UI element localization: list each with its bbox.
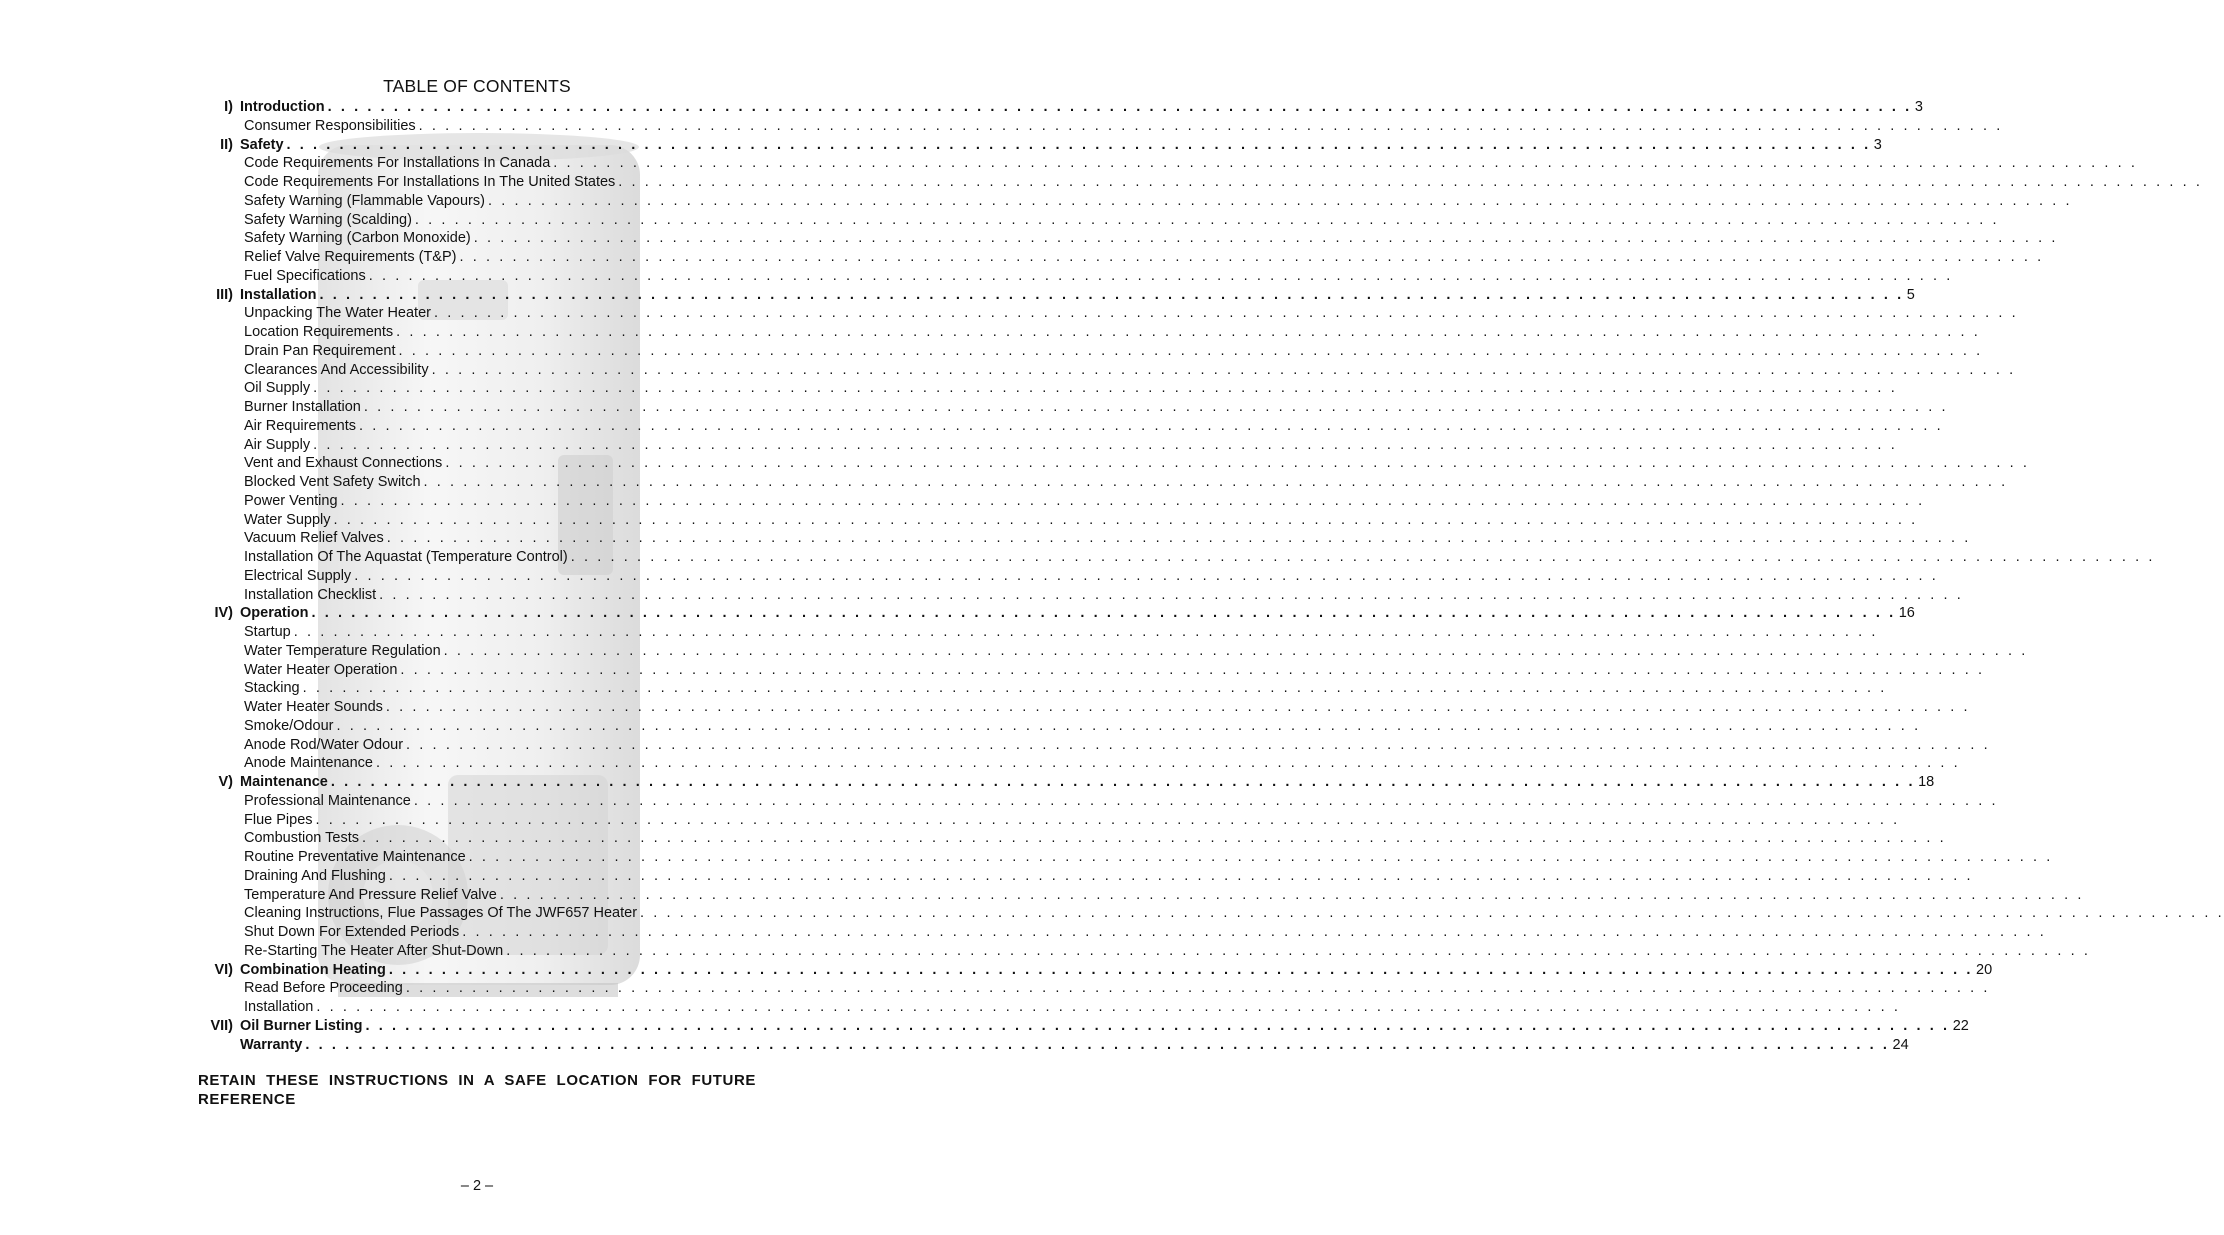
- toc-section-row: [0, 773, 1935, 792]
- toc-leader-line: [244, 154, 2138, 173]
- toc-item-row: [0, 154, 2138, 173]
- dot-leader: . . . . . . . . . . . . . . . . . . . . . . . . . . . . . . . . . . . . . . . . . . . . . . . . . . . . . . . . . . . . . . . . . . . . . . . . . . . . . . . . . . . . . . . . . . . . . . . . . . . . . . . . . . . . . . . . . . . . . . . .: [319, 286, 1904, 303]
- toc-leader-line: [240, 773, 1935, 792]
- toc-leader-line: [244, 379, 1898, 398]
- page-reference: 16: [1898, 605, 1915, 622]
- dot-leader: . . . . . . . . . . . . . . . . . . . . . . . . . . . . . . . . . . . . . . . . . . . . . . . . . . . . . . . . . . . . . . . . . . . . . . . . . . . . . . . . . . . . . . . . . . . . . . . . . . . . . . . . . . . . . . . . . . . . . . . .: [462, 924, 2047, 940]
- toc-leader-line: [244, 886, 2085, 905]
- page-title: TABLE OF CONTENTS: [383, 76, 571, 96]
- item-title: Safety Warning (Carbon Monoxide): [244, 230, 471, 247]
- toc-leader-line: [244, 979, 1991, 998]
- dot-leader: . . . . . . . . . . . . . . . . . . . . . . . . . . . . . . . . . . . . . . . . . . . . . . . . . . . . . . . . . . . . . . . . . . . . . . . . . . . . . . . . . . . . . . . . . . . . . . . . . . . . . . . . . . . . . . . . . . . . . . . .: [368, 267, 1953, 284]
- section-title: Warranty: [240, 1036, 303, 1053]
- toc-item-row: [0, 829, 1947, 848]
- toc-leader-line: [240, 961, 1993, 980]
- section-title: Installation: [240, 286, 317, 303]
- item-title: Code Requirements For Installations In The United States: [244, 174, 616, 190]
- dot-leader: . . . . . . . . . . . . . . . . . . . . . . . . . . . . . . . . . . . . . . . . . . . . . . . . . . . . . . . . . . . . . . . . . . . . . . . . . . . . . . . . . . . . . . . . . . . . . . . . . . . . . . . . . . . . . . . . . . . . . . . .: [431, 361, 2016, 378]
- item-title: Unpacking The Water Heater: [244, 305, 431, 322]
- toc-leader-line: [244, 211, 2000, 230]
- item-title: Relief Valve Requirements (T&P): [244, 249, 457, 265]
- item-title: Clearances And Accessibility: [244, 361, 429, 378]
- toc-leader-line: [244, 679, 1887, 698]
- toc-item-row: [0, 379, 1898, 398]
- page-reference: 22: [1952, 1017, 1969, 1034]
- item-title: Safety Warning (Scalding): [244, 211, 412, 228]
- dot-leader: . . . . . . . . . . . . . . . . . . . . . . . . . . . . . . . . . . . . . . . . . . . . . . . . . . . . . . . . . . . . . . . . . . . . . . . . . . . . . . . . . . . . . . . . . . . . . . . . . . . . . . . . . . . . . . . . . . . . . . . .: [400, 661, 1985, 678]
- dot-leader: . . . . . . . . . . . . . . . . . . . . . . . . . . . . . . . . . . . . . . . . . . . . . . . . . . . . . . . . . . . . . . . . . . . . . . . . . . . . . . . . . . . . . . . . . . . . . . . . . . . . . . . . . . . . . . . . . . . . . . . .: [405, 980, 1991, 997]
- dot-leader: . . . . . . . . . . . . . . . . . . . . . . . . . . . . . . . . . . . . . . . . . . . . . . . . . . . . . . . . . . . . . . . . . . . . . . . . . . . . . . . . . . . . . . . . . . . . . . . . . . . . . . . . . . . . . . . . . . . . . . . .: [433, 305, 2019, 322]
- toc-item-row: [0, 304, 2019, 323]
- toc-leader-line: [240, 604, 1915, 623]
- page-reference: 3: [1873, 136, 1882, 153]
- section-title: Combination Heating: [240, 961, 386, 978]
- toc-leader-line: [244, 323, 1981, 342]
- section-numeral: I): [224, 99, 233, 115]
- page-reference: 24: [1892, 1036, 1909, 1053]
- item-title: Blocked Vent Safety Switch: [244, 474, 421, 490]
- toc-leader-line: [240, 1017, 1969, 1036]
- toc-item-row: [0, 229, 2058, 248]
- dot-leader: . . . . . . . . . . . . . . . . . . . . . . . . . . . . . . . . . . . . . . . . . . . . . . . . . . . . . . . . . . . . . . . . . . . . . . . . . . . . . . . . . . . . . . . . . . . . . . . . . . . . . . . . . . . . . . . . . . . . . . . .: [459, 249, 2044, 265]
- toc-leader-line: [244, 867, 1974, 886]
- item-title: Installation Of The Aquastat (Temperature Control): [244, 549, 568, 565]
- toc-item-row: [0, 248, 2044, 267]
- dot-leader: . . . . . . . . . . . . . . . . . . . . . . . . . . . . . . . . . . . . . . . . . . . . . . . . . . . . . . . . . . . . . . . . . . . . . . . . . . . . . . . . . . . . . . . . . . . . . . . . . . . . . . . . . . . . . . . . . . . . . . . .: [414, 211, 2000, 228]
- toc-item-row: [0, 792, 1999, 811]
- dot-leader: . . . . . . . . . . . . . . . . . . . . . . . . . . . . . . . . . . . . . . . . . . . . . . . . . . . . . . . . . . . . . . . . . . . . . . . . . . . . . . . . . . . . . . . . . . . . . . . . . . . . . . . . . . . . . . . . . . . . . . . .: [413, 792, 1999, 809]
- item-title: Fuel Specifications: [244, 267, 366, 284]
- section-numeral: III): [216, 286, 233, 303]
- toc-item-row: [0, 679, 1887, 698]
- toc-item-row: [0, 942, 2091, 961]
- toc-item-row: [0, 473, 2008, 492]
- item-title: Smoke/Odour: [244, 717, 334, 734]
- dot-leader: . . . . . . . . . . . . . . . . . . . . . . . . . . . . . . . . . . . . . . . . . . . . . . . . . . . . . . . . . . . . . . . . . . . . . . . . . . . . . . . . . . . . . . . . . . . . . . . . . . . . . . . . . . . . . . . . . . . . . . . .: [406, 736, 1991, 753]
- dot-leader: . . . . . . . . . . . . . . . . . . . . . . . . . . . . . . . . . . . . . . . . . . . . . . . . . . . . . . . . . . . . . . . . . . . . . . . . . . . . . . . . . . . . . . . . . . . . . . . . . . . . . . . . . . . . . . . . . . . . . . . .: [443, 642, 2028, 659]
- dot-leader: . . . . . . . . . . . . . . . . . . . . . . . . . . . . . . . . . . . . . . . . . . . . . . . . . . . . . . . . . . . . . . . . . . . . . . . . . . . . . . . . . . . . . . . . . . . . . . . . . . . . . . . . . . . . . . . . . . . . . . . .: [361, 830, 1947, 847]
- page-reference: 20: [1976, 961, 1993, 978]
- dot-leader: . . . . . . . . . . . . . . . . . . . . . . . . . . . . . . . . . . . . . . . . . . . . . . . . . . . . . . . . . . . . . . . . . . . . . . . . . . . . . . . . . . . . . . . . . . . . . . . . . . . . . . . . . . . . . . . . . . . . . . . .: [286, 136, 1871, 153]
- toc-leader-line: [244, 229, 2058, 248]
- toc-leader-line: [244, 417, 1944, 436]
- toc-section-row: [0, 1017, 1969, 1036]
- item-title: Consumer Responsibilities: [244, 117, 416, 134]
- toc-item-row: [0, 398, 1949, 417]
- dot-leader: . . . . . . . . . . . . . . . . . . . . . . . . . . . . . . . . . . . . . . . . . . . . . . . . . . . . . . . . . . . . . . . . . . . . . . . . . . . . . . . . . . . . . . . . . . . . . . . . . . . . . . . . . . . . . . . . . . . . . . . .: [313, 380, 1898, 397]
- dot-leader: . . . . . . . . . . . . . . . . . . . . . . . . . . . . . . . . . . . . . . . . . . . . . . . . . . . . . . . . . . . . . . . . . . . . . . . . . . . . . . . . . . . . . . . . . . . . . . . . . . . . . . . . . . . . . . . . . . . . . . . .: [302, 680, 1887, 697]
- toc-item-row: [0, 642, 2028, 661]
- dot-leader: . . . . . . . . . . . . . . . . . . . . . . . . . . . . . . . . . . . . . . . . . . . . . . . . . . . . . . . . . . . . . . . . . . . . . . . . . . . . . . . . . . . . . . . . . . . . . . . . . . . . . . . . . . . . . . . . . . . . . . . .: [305, 1036, 1890, 1053]
- dot-leader: . . . . . . . . . . . . . . . . . . . . . . . . . . . . . . . . . . . . . . . . . . . . . . . . . . . . . . . . . . . . . . . . . . . . . . . . . . . . . . . . . . . . . . . . . . . . . . . . . . . . . . . . . . . . . . . . . . . . . . . .: [396, 324, 1981, 340]
- dot-leader: . . . . . . . . . . . . . . . . . . . . . . . . . . . . . . . . . . . . . . . . . . . . . . . . . . . . . . . . . . . . . . . . . . . . . . . . . . . . . . . . . . . . . . . . . . . . . . . . . . . . . . . . . . . . . . . . . . . . . . . .: [473, 230, 2058, 247]
- toc-item-row: [0, 848, 2053, 867]
- toc-leader-line: [244, 792, 1999, 811]
- toc-section-row: [0, 604, 1915, 623]
- item-title: Cleaning Instructions, Flue Passages Of The JWF657 Heater: [244, 905, 638, 922]
- item-title: Safety Warning (Flammable Vapours): [244, 192, 485, 209]
- toc-leader-line: [244, 117, 2003, 136]
- section-numeral: IV): [214, 605, 233, 622]
- item-title: Water Temperature Regulation: [244, 642, 441, 659]
- item-title: Stacking: [244, 680, 300, 697]
- toc-item-row: [0, 511, 1918, 530]
- toc-leader-line: [244, 923, 2047, 942]
- item-title: Temperature And Pressure Relief Valve: [244, 886, 497, 903]
- toc-item-row: [0, 586, 1964, 605]
- dot-leader: . . . . . . . . . . . . . . . . . . . . . . . . . . . . . . . . . . . . . . . . . . . . . . . . . . . . . . . . . . . . . . . . . . . . . . . . . . . . . . . . . . . . . . . . . . . . . . . . . . . . . . . . . . . . . . . . . . . . . . . .: [315, 811, 1900, 828]
- toc-leader-line: [244, 998, 1901, 1017]
- dot-leader: . . . . . . . . . . . . . . . . . . . . . . . . . . . . . . . . . . . . . . . . . . . . . . . . . . . . . . . . . . . . . . . . . . . . . . . . . . . . . . . . . . . . . . . . . . . . . . . . . . . . . . . . . . . . . . . . . . . . . . . .: [418, 117, 2003, 134]
- dot-leader: . . . . . . . . . . . . . . . . . . . . . . . . . . . . . . . . . . . . . . . . . . . . . . . . . . . . . . . . . . . . . . . . . . . . . . . . . . . . . . . . . . . . . . . . . . . . . . . . . . . . . . . . . . . . . . . . . . . . . . . .: [553, 155, 2138, 172]
- toc-leader-line: [244, 942, 2091, 961]
- toc-item-row: [0, 548, 2155, 567]
- toc-item-row: [0, 454, 2030, 473]
- dot-leader: . . . . . . . . . . . . . . . . . . . . . . . . . . . . . . . . . . . . . . . . . . . . . . . . . . . . . . . . . . . . . . . . . . . . . . . . . . . . . . . . . . . . . . . . . . . . . . . . . . . . . . . . . . . . . . . . . . . . . . . .: [487, 192, 2073, 209]
- dot-leader: . . . . . . . . . . . . . . . . . . . . . . . . . . . . . . . . . . . . . . . . . . . . . . . . . . . . . . . . . . . . . . . . . . . . . . . . . . . . . . . . . . . . . . . . . . . . . . . . . . . . . . . . . . . . . . . . . . . . . . . .: [388, 867, 1974, 884]
- dot-leader: . . . . . . . . . . . . . . . . . . . . . . . . . . . . . . . . . . . . . . . . . . . . . . . . . . . . . . . . . . . . . . . . . . . . . . . . . . . . . . . . . . . . . . . . . . . . . . . . . . . . . . . . . . . . . . . . . . . . . . . .: [379, 586, 1964, 603]
- section-numeral: V): [218, 774, 233, 790]
- toc-leader-line: [244, 398, 1949, 417]
- section-title: Oil Burner Listing: [240, 1017, 363, 1034]
- toc-item-row: [0, 192, 2073, 211]
- dot-leader: . . . . . . . . . . . . . . . . . . . . . . . . . . . . . . . . . . . . . . . . . . . . . . . . . . . . . . . . . . . . . . . . . . . . . . . . . . . . . . . . . . . . . . . . . . . . . . . . . . . . . . . . . . . . . . . . . . . . . . . .: [359, 417, 1944, 434]
- toc-leader-line: [244, 642, 2028, 661]
- item-title: Startup: [244, 624, 291, 640]
- toc-leader-line: [244, 829, 1947, 848]
- item-title: Flue Pipes: [244, 811, 313, 828]
- toc-item-row: [0, 998, 1901, 1017]
- item-title: Water Heater Operation: [244, 661, 398, 678]
- toc-item-row: [0, 661, 1985, 680]
- toc-leader-line: [240, 136, 1882, 155]
- item-title: Water Heater Sounds: [244, 699, 383, 715]
- dot-leader: . . . . . . . . . . . . . . . . . . . . . . . . . . . . . . . . . . . . . . . . . . . . . . . . . . . . . . . . . . . . . . . . . . . . . . . . . . . . . . . . . . . . . . . . . . . . . . . . . . . . . . . . . . . . . . . . . . . . . . . .: [333, 511, 1918, 528]
- toc-item-row: [0, 904, 2224, 923]
- dot-leader: . . . . . . . . . . . . . . . . . . . . . . . . . . . . . . . . . . . . . . . . . . . . . . . . . . . . . . . . . . . . . . . . . . . . . . . . . . . . . . . . . . . . . . . . . . . . . . . . . . . . . . . . . . . . . . . . . . . . . . . .: [385, 699, 1971, 715]
- item-title: Code Requirements For Installations In Canada: [244, 155, 551, 172]
- toc-leader-line: [244, 361, 2016, 380]
- toc-leader-line: [244, 511, 1918, 530]
- page-reference: 3: [1914, 99, 1923, 115]
- toc-leader-line: [244, 736, 1991, 755]
- toc-item-row: [0, 886, 2085, 905]
- toc-item-row: [0, 492, 1925, 511]
- item-title: Anode Maintenance: [244, 755, 373, 772]
- toc-leader-line: [244, 492, 1925, 511]
- toc-leader-line: [244, 717, 1921, 736]
- toc-section-row: [0, 286, 1915, 305]
- toc-leader-line: [240, 1036, 1909, 1055]
- dot-leader: . . . . . . . . . . . . . . . . . . . . . . . . . . . . . . . . . . . . . . . . . . . . . . . . . . . . . . . . . . . . . . . . . . . . . . . . . . . . . . . . . . . . . . . . . . . . . . . . . . . . . . . . . . . . . . . . . . . . . . . .: [570, 549, 2155, 565]
- toc-section-row: [0, 136, 1882, 155]
- toc-item-row: [0, 117, 2003, 136]
- toc-leader-line: [244, 698, 1971, 717]
- toc-item-row: [0, 754, 1961, 773]
- dot-leader: . . . . . . . . . . . . . . . . . . . . . . . . . . . . . . . . . . . . . . . . . . . . . . . . . . . . . . . . . . . . . . . . . . . . . . . . . . . . . . . . . . . . . . . . . . . . . . . . . . . . . . . . . . . . . . . . . . . . . . . .: [640, 905, 2224, 922]
- toc-leader-line: [244, 248, 2044, 267]
- toc-leader-line: [244, 586, 1964, 605]
- toc-leader-line: [244, 567, 1939, 586]
- toc-item-row: [0, 717, 1921, 736]
- dot-leader: . . . . . . . . . . . . . . . . . . . . . . . . . . . . . . . . . . . . . . . . . . . . . . . . . . . . . . . . . . . . . . . . . . . . . . . . . . . . . . . . . . . . . . . . . . . . . . . . . . . . . . . . . . . . . . . . . . . . . . . .: [327, 99, 1912, 115]
- toc-item-row: [0, 361, 2016, 380]
- toc-item-row: [0, 436, 1898, 455]
- dot-leader: . . . . . . . . . . . . . . . . . . . . . . . . . . . . . . . . . . . . . . . . . . . . . . . . . . . . . . . . . . . . . . . . . . . . . . . . . . . . . . . . . . . . . . . . . . . . . . . . . . . . . . . . . . . . . . . . . . . . . . . .: [398, 342, 1983, 359]
- page-number: – 2 –: [460, 1178, 494, 1194]
- toc-item-row: [0, 923, 2047, 942]
- toc-item-row: [0, 267, 1953, 286]
- dot-leader: . . . . . . . . . . . . . . . . . . . . . . . . . . . . . . . . . . . . . . . . . . . . . . . . . . . . . . . . . . . . . . . . . . . . . . . . . . . . . . . . . . . . . . . . . . . . . . . . . . . . . . . . . . . . . . . . . . . . . . . .: [499, 886, 2085, 903]
- dot-leader: . . . . . . . . . . . . . . . . . . . . . . . . . . . . . . . . . . . . . . . . . . . . . . . . . . . . . . . . . . . . . . . . . . . . . . . . . . . . . . . . . . . . . . . . . . . . . . . . . . . . . . . . . . . . . . . . . . . . . . . .: [365, 1017, 1950, 1034]
- item-title: Drain Pan Requirement: [244, 342, 396, 359]
- section-title: Maintenance: [240, 774, 328, 790]
- toc-item-row: [0, 623, 1878, 642]
- dot-leader: . . . . . . . . . . . . . . . . . . . . . . . . . . . . . . . . . . . . . . . . . . . . . . . . . . . . . . . . . . . . . . . . . . . . . . . . . . . . . . . . . . . . . . . . . . . . . . . . . . . . . . . . . . . . . . . . . . . . . . . .: [386, 530, 1971, 547]
- item-title: Vent and Exhaust Connections: [244, 455, 443, 472]
- toc-item-row: [0, 529, 1971, 548]
- toc-leader-line: [244, 267, 1953, 286]
- dot-leader: . . . . . . . . . . . . . . . . . . . . . . . . . . . . . . . . . . . . . . . . . . . . . . . . . . . . . . . . . . . . . . . . . . . . . . . . . . . . . . . . . . . . . . . . . . . . . . . . . . . . . . . . . . . . . . . . . . . . . . . .: [423, 474, 2008, 490]
- dot-leader: . . . . . . . . . . . . . . . . . . . . . . . . . . . . . . . . . . . . . . . . . . . . . . . . . . . . . . . . . . . . . . . . . . . . . . . . . . . . . . . . . . . . . . . . . . . . . . . . . . . . . . . . . . . . . . . . . . . . . . . .: [506, 942, 2091, 959]
- toc-leader-line: [244, 661, 1985, 680]
- toc-item-row: [0, 211, 2000, 230]
- section-title: Safety: [240, 136, 284, 153]
- toc-leader-line: [244, 623, 1878, 642]
- toc-item-row: [0, 417, 1944, 436]
- item-title: Water Supply: [244, 511, 331, 528]
- section-title: Introduction: [240, 99, 325, 115]
- dot-leader: . . . . . . . . . . . . . . . . . . . . . . . . . . . . . . . . . . . . . . . . . . . . . . . . . . . . . . . . . . . . . . . . . . . . . . . . . . . . . . . . . . . . . . . . . . . . . . . . . . . . . . . . . . . . . . . . . . . . . . . .: [316, 999, 1901, 1015]
- item-title: Location Requirements: [244, 324, 394, 340]
- dot-leader: . . . . . . . . . . . . . . . . . . . . . . . . . . . . . . . . . . . . . . . . . . . . . . . . . . . . . . . . . . . . . . . . . . . . . . . . . . . . . . . . . . . . . . . . . . . . . . . . . . . . . . . . . . . . . . . . . . . . . . . .: [336, 717, 1921, 734]
- section-numeral: II): [220, 136, 233, 153]
- item-title: Installation Checklist: [244, 586, 377, 603]
- dot-leader: . . . . . . . . . . . . . . . . . . . . . . . . . . . . . . . . . . . . . . . . . . . . . . . . . . . . . . . . . . . . . . . . . . . . . . . . . . . . . . . . . . . . . . . . . . . . . . . . . . . . . . . . . . . . . . . . . . . . . . . .: [618, 174, 2203, 190]
- toc-leader-line: [244, 529, 1971, 548]
- dot-leader: . . . . . . . . . . . . . . . . . . . . . . . . . . . . . . . . . . . . . . . . . . . . . . . . . . . . . . . . . . . . . . . . . . . . . . . . . . . . . . . . . . . . . . . . . . . . . . . . . . . . . . . . . . . . . . . . . . . . . . . .: [330, 774, 1916, 790]
- item-title: Professional Maintenance: [244, 792, 411, 809]
- section-title: Operation: [240, 605, 309, 622]
- page-reference: 18: [1918, 774, 1935, 790]
- toc-leader-line: [240, 98, 1923, 117]
- item-title: Burner Installation: [244, 399, 361, 415]
- toc-item-row: [0, 698, 1971, 717]
- toc-item-row: [0, 567, 1939, 586]
- item-title: Air Requirements: [244, 417, 357, 434]
- retain-instructions-notice: RETAIN THESE INSTRUCTIONS IN A SAFE LOCATION FOR FUTURE REFERENCE: [198, 1072, 756, 1108]
- toc-item-row: [0, 342, 1983, 361]
- dot-leader: . . . . . . . . . . . . . . . . . . . . . . . . . . . . . . . . . . . . . . . . . . . . . . . . . . . . . . . . . . . . . . . . . . . . . . . . . . . . . . . . . . . . . . . . . . . . . . . . . . . . . . . . . . . . . . . . . . . . . . . .: [376, 755, 1961, 772]
- item-title: Combustion Tests: [244, 830, 359, 847]
- item-title: Power Venting: [244, 492, 338, 509]
- toc-leader-line: [244, 454, 2030, 473]
- toc-leader-line: [244, 436, 1898, 455]
- item-title: Vacuum Relief Valves: [244, 530, 384, 547]
- dot-leader: . . . . . . . . . . . . . . . . . . . . . . . . . . . . . . . . . . . . . . . . . . . . . . . . . . . . . . . . . . . . . . . . . . . . . . . . . . . . . . . . . . . . . . . . . . . . . . . . . . . . . . . . . . . . . . . . . . . . . . . .: [468, 849, 2053, 865]
- item-title: Shut Down For Extended Periods: [244, 924, 460, 940]
- toc-item-row: [0, 979, 1991, 998]
- item-title: Oil Supply: [244, 380, 311, 397]
- item-title: Draining And Flushing: [244, 867, 386, 884]
- item-title: Routine Preventative Maintenance: [244, 849, 466, 865]
- item-title: Installation: [244, 999, 314, 1015]
- section-numeral: VI): [214, 961, 233, 978]
- section-numeral: VII): [210, 1017, 233, 1034]
- item-title: Air Supply: [244, 436, 311, 453]
- table-of-contents: [0, 98, 2224, 1054]
- toc-item-row: [0, 736, 1991, 755]
- dot-leader: . . . . . . . . . . . . . . . . . . . . . . . . . . . . . . . . . . . . . . . . . . . . . . . . . . . . . . . . . . . . . . . . . . . . . . . . . . . . . . . . . . . . . . . . . . . . . . . . . . . . . . . . . . . . . . . . . . . . . . . .: [340, 492, 1925, 509]
- toc-leader-line: [244, 548, 2155, 567]
- toc-section-row: [0, 98, 1923, 117]
- toc-item-row: [0, 811, 1900, 830]
- dot-leader: . . . . . . . . . . . . . . . . . . . . . . . . . . . . . . . . . . . . . . . . . . . . . . . . . . . . . . . . . . . . . . . . . . . . . . . . . . . . . . . . . . . . . . . . . . . . . . . . . . . . . . . . . . . . . . . . . . . . . . . .: [313, 436, 1898, 453]
- item-title: Electrical Supply: [244, 567, 352, 584]
- toc-leader-line: [244, 904, 2224, 923]
- toc-item-row: [0, 323, 1981, 342]
- dot-leader: . . . . . . . . . . . . . . . . . . . . . . . . . . . . . . . . . . . . . . . . . . . . . . . . . . . . . . . . . . . . . . . . . . . . . . . . . . . . . . . . . . . . . . . . . . . . . . . . . . . . . . . . . . . . . . . . . . . . . . . .: [388, 961, 1974, 978]
- toc-leader-line: [244, 192, 2073, 211]
- toc-leader-line: [244, 342, 1983, 361]
- toc-item-row: [0, 173, 2203, 192]
- dot-leader: . . . . . . . . . . . . . . . . . . . . . . . . . . . . . . . . . . . . . . . . . . . . . . . . . . . . . . . . . . . . . . . . . . . . . . . . . . . . . . . . . . . . . . . . . . . . . . . . . . . . . . . . . . . . . . . . . . . . . . . .: [311, 605, 1896, 622]
- toc-section-row: [0, 961, 1993, 980]
- toc-leader-line: [240, 286, 1915, 305]
- toc-leader-line: [244, 473, 2008, 492]
- toc-section-row: [0, 1036, 1909, 1055]
- dot-leader: . . . . . . . . . . . . . . . . . . . . . . . . . . . . . . . . . . . . . . . . . . . . . . . . . . . . . . . . . . . . . . . . . . . . . . . . . . . . . . . . . . . . . . . . . . . . . . . . . . . . . . . . . . . . . . . . . . . . . . . .: [354, 567, 1939, 584]
- item-title: Anode Rod/Water Odour: [244, 736, 404, 753]
- toc-leader-line: [244, 754, 1961, 773]
- page-reference: 5: [1906, 286, 1915, 303]
- item-title: Re-Starting The Heater After Shut-Down: [244, 942, 504, 959]
- toc-leader-line: [244, 173, 2203, 192]
- toc-item-row: [0, 867, 1974, 886]
- item-title: Read Before Proceeding: [244, 980, 403, 997]
- toc-leader-line: [244, 304, 2019, 323]
- dot-leader: . . . . . . . . . . . . . . . . . . . . . . . . . . . . . . . . . . . . . . . . . . . . . . . . . . . . . . . . . . . . . . . . . . . . . . . . . . . . . . . . . . . . . . . . . . . . . . . . . . . . . . . . . . . . . . . . . . . . . . . .: [445, 455, 2030, 472]
- dot-leader: . . . . . . . . . . . . . . . . . . . . . . . . . . . . . . . . . . . . . . . . . . . . . . . . . . . . . . . . . . . . . . . . . . . . . . . . . . . . . . . . . . . . . . . . . . . . . . . . . . . . . . . . . . . . . . . . . . . . . . . .: [363, 399, 1949, 415]
- dot-leader: . . . . . . . . . . . . . . . . . . . . . . . . . . . . . . . . . . . . . . . . . . . . . . . . . . . . . . . . . . . . . . . . . . . . . . . . . . . . . . . . . . . . . . . . . . . . . . . . . . . . . . . . . . . . . . . . . . . . . . . .: [293, 624, 1878, 640]
- toc-leader-line: [244, 811, 1900, 830]
- toc-leader-line: [244, 848, 2053, 867]
